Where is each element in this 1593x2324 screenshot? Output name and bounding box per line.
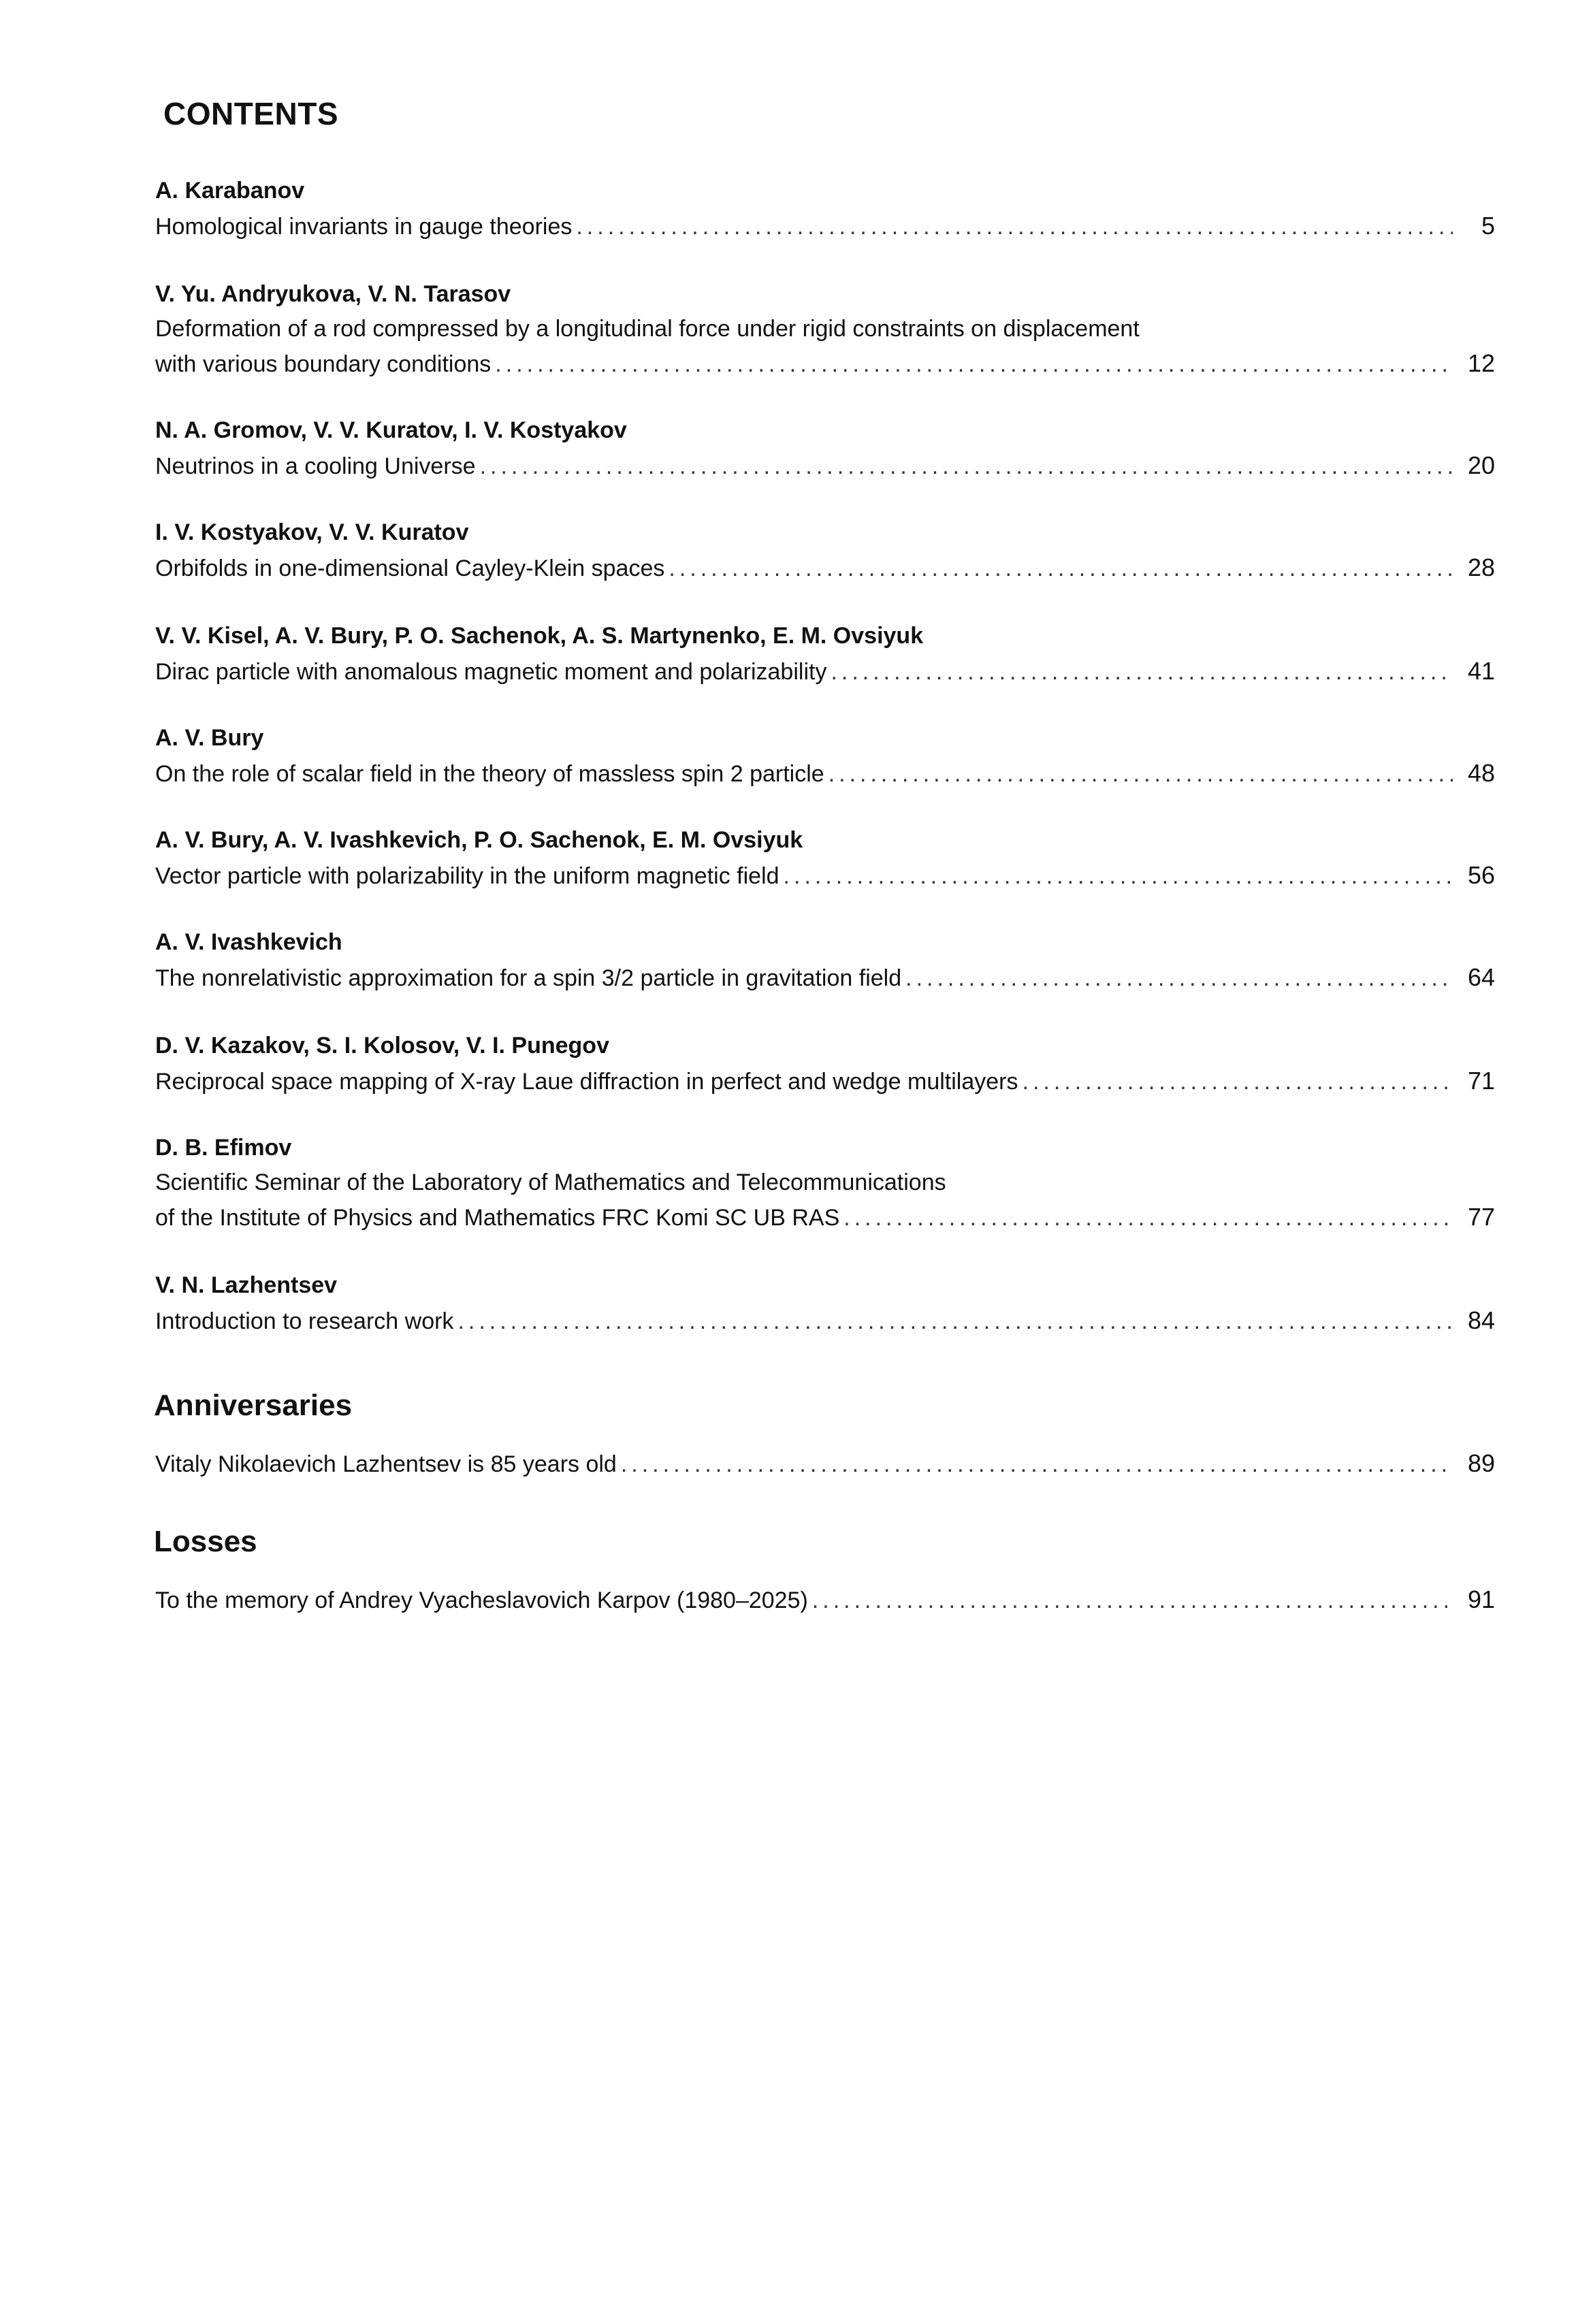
entry-title-row[interactable] — [155, 208, 1495, 244]
entry-title: On the role of scalar field in the theory of massless spin 2 particle — [155, 761, 824, 787]
entry-authors: A. V. Bury — [155, 725, 264, 751]
toc-entry — [155, 1582, 1495, 1617]
entry-page-number: 91 — [1467, 1585, 1495, 1613]
entry-authors: I. V. Kostyakov, V. V. Kuratov — [155, 519, 469, 545]
entry-title: with various boundary conditions — [155, 351, 492, 377]
toc-entry — [155, 1268, 1495, 1338]
entry-authors: N. A. Gromov, V. V. Kuratov, I. V. Kostyakov — [155, 417, 627, 443]
entry-page-number: 71 — [1467, 1067, 1495, 1095]
leader-dots — [905, 961, 1453, 996]
entry-title-row[interactable] — [155, 448, 1495, 483]
toc-entry — [155, 1028, 1495, 1099]
losses-heading: Losses — [154, 1525, 257, 1558]
entry-authors: A. V. Ivashkevich — [155, 929, 342, 955]
entry-title: Introduction to research work — [155, 1308, 454, 1334]
entry-title: of the Institute of Physics and Mathematics FRC Komi SC UB RAS — [155, 1205, 840, 1231]
entry-title-row[interactable] — [155, 1582, 1495, 1617]
entry-title-row[interactable] — [155, 1063, 1495, 1099]
leader-dots — [812, 1583, 1453, 1618]
entry-page-number: 12 — [1467, 349, 1495, 377]
toc-entry — [155, 720, 1495, 791]
entry-title: Homological invariants in gauge theories — [155, 214, 573, 240]
leader-dots — [828, 756, 1453, 792]
entry-title: The nonrelativistic approximation for a spin 3/2 particle in gravitation field — [155, 965, 902, 991]
contents-heading: CONTENTS — [163, 96, 338, 131]
toc-entry — [155, 413, 1495, 483]
entry-authors: V. N. Lazhentsev — [155, 1272, 338, 1298]
toc-entry — [155, 1446, 1495, 1481]
toc-entry — [155, 515, 1495, 585]
entry-authors: D. B. Efimov — [155, 1135, 292, 1161]
entry-title-row[interactable] — [155, 346, 1495, 381]
entry-title-row[interactable] — [155, 756, 1495, 791]
leader-dots — [480, 449, 1453, 484]
leader-dots — [621, 1447, 1453, 1482]
entry-title-row[interactable] — [155, 653, 1495, 689]
entry-title-row[interactable] — [155, 1303, 1495, 1338]
entry-title-line: Deformation of a rod compressed by a longitudinal force under rigid constraints on displacement — [155, 316, 1140, 342]
leader-dots — [831, 654, 1453, 690]
entry-authors: V. Yu. Andryukova, V. N. Tarasov — [155, 281, 511, 307]
entry-title: Dirac particle with anomalous magnetic moment and polarizability — [155, 659, 827, 685]
entry-authors: D. V. Kazakov, S. I. Kolosov, V. I. Punegov — [155, 1033, 609, 1059]
toc-entry — [155, 276, 1495, 381]
entry-title-row[interactable] — [155, 858, 1495, 893]
entry-page-number: 56 — [1467, 861, 1495, 889]
entry-authors: A. Karabanov — [155, 178, 305, 204]
entry-title-row[interactable] — [155, 550, 1495, 585]
entry-title: Reciprocal space mapping of X-ray Laue diffraction in perfect and wedge multilayers — [155, 1069, 1018, 1095]
entry-title-row[interactable] — [155, 1199, 1495, 1235]
leader-dots — [784, 858, 1453, 894]
leader-dots — [457, 1304, 1453, 1339]
leader-dots — [495, 346, 1453, 382]
entry-authors: A. V. Bury, A. V. Ivashkevich, P. O. Sachenok, E. M. Ovsiyuk — [155, 827, 803, 853]
entry-page-number: 64 — [1467, 963, 1495, 991]
entry-page-number: 5 — [1481, 212, 1495, 240]
entry-page-number: 89 — [1467, 1449, 1495, 1477]
toc-entry — [155, 924, 1495, 995]
entry-page-number: 48 — [1467, 759, 1495, 787]
toc-entry — [155, 618, 1495, 689]
entry-title-row[interactable] — [155, 1446, 1495, 1481]
leader-dots — [843, 1200, 1453, 1236]
entry-title: Neutrinos in a cooling Universe — [155, 453, 476, 479]
entry-page-number: 28 — [1467, 553, 1495, 581]
entry-title-line: Scientific Seminar of the Laboratory of Mathematics and Telecommunications — [155, 1169, 946, 1195]
anniversaries-heading: Anniversaries — [154, 1389, 353, 1422]
entry-page-number: 41 — [1467, 657, 1495, 685]
toc-entry — [155, 173, 1495, 244]
entry-page-number: 77 — [1467, 1203, 1495, 1231]
entry-title: Vector particle with polarizability in the uniform magnetic field — [155, 863, 779, 889]
entry-page-number: 20 — [1467, 451, 1495, 479]
entry-title: Vitaly Nikolaevich Lazhentsev is 85 years old — [155, 1451, 617, 1477]
toc-entry — [155, 822, 1495, 893]
entry-title: Orbifolds in one-dimensional Cayley-Klein spaces — [155, 555, 665, 581]
leader-dots — [1023, 1064, 1453, 1099]
leader-dots — [669, 551, 1453, 586]
entry-authors: V. V. Kisel, A. V. Bury, P. O. Sachenok, A. S. Martynenko, E. M. Ovsiyuk — [155, 623, 924, 649]
entry-title: To the memory of Andrey Vyacheslavovich Karpov (1980–2025) — [155, 1587, 808, 1613]
toc-entry — [155, 1130, 1495, 1235]
leader-dots — [576, 209, 1453, 244]
entry-page-number: 84 — [1467, 1306, 1495, 1334]
entry-title-row[interactable] — [155, 960, 1495, 995]
